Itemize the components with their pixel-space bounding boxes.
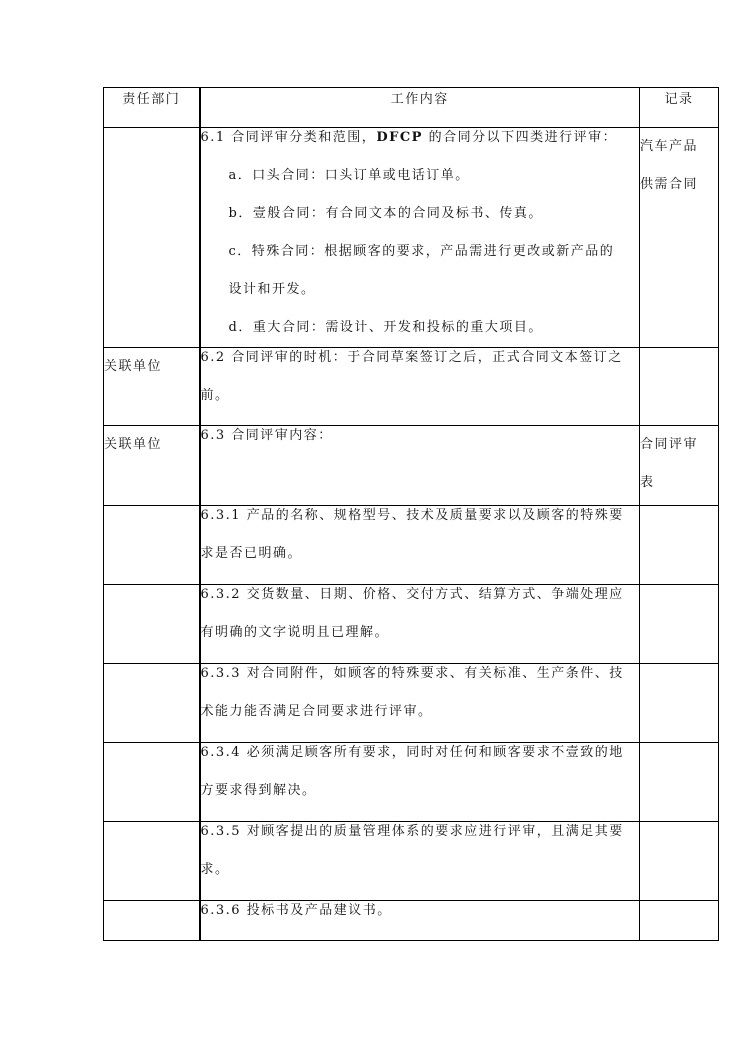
- record-cell: [640, 664, 719, 743]
- dept-cell: [104, 901, 200, 941]
- content-line: 有明确的文字说明且已理解。: [200, 625, 390, 640]
- table-row: [104, 822, 719, 901]
- content-line: 方要求得到解决。: [200, 783, 317, 798]
- dept-cell: [104, 743, 200, 822]
- content-line: b．壹般合同：有合同文本的合同及标书、传真。: [228, 206, 543, 221]
- table-row: [104, 128, 719, 348]
- content-line: 6.2 合同评审的时机：于合同草案签订之后，正式合同文本签订之: [200, 350, 623, 365]
- content-line: 前。: [200, 388, 230, 403]
- record-line: 表: [640, 475, 655, 490]
- table-row: [104, 348, 719, 426]
- content-cell: [200, 506, 640, 585]
- record-line: 汽车产品: [640, 139, 699, 154]
- dept-cell: 关联单位: [104, 426, 200, 506]
- content-line: 术能力能否满足合同要求进行评审。: [200, 704, 433, 719]
- content-cell: [200, 426, 640, 506]
- record-cell: [640, 426, 719, 506]
- record-line: 合同评审: [640, 437, 699, 452]
- responsibility-table: [103, 87, 719, 941]
- table-row: [104, 664, 719, 743]
- table-row: [104, 426, 719, 506]
- line-text: 的合同分以下四类进行评审：: [422, 130, 618, 145]
- content-cell: [200, 822, 640, 901]
- dept-cell: [104, 585, 200, 664]
- content-line: 求是否已明确。: [200, 546, 303, 561]
- table-row: [104, 506, 719, 585]
- dept-cell: [104, 822, 200, 901]
- content-line: 求。: [200, 862, 230, 877]
- record-cell: [640, 585, 719, 664]
- dept-cell: [104, 664, 200, 743]
- header-dept: 责任部门: [104, 88, 200, 128]
- content-cell: [200, 585, 640, 664]
- content-cell: [200, 348, 640, 426]
- company-abbr: DFCP: [376, 130, 423, 145]
- content-line: a．口头合同：口头订单或电话订单。: [228, 168, 470, 183]
- dept-cell: 关联单位: [104, 348, 200, 426]
- record-cell: [640, 128, 719, 348]
- record-line: 供需合同: [640, 177, 699, 192]
- content-line: 6.3.1 产品的名称、规格型号、技术及质量要求以及顾客的特殊要: [200, 508, 624, 523]
- table-row: [104, 901, 719, 941]
- record-cell: [640, 822, 719, 901]
- content-line: 6.3.3 对合同附件，如顾客的特殊要求、有关标准、生产条件、技: [200, 666, 624, 681]
- content-line: 6.3.4 必须满足顾客所有要求，同时对任何和顾客要求不壹致的地: [200, 745, 624, 760]
- line-text: 6.1 合同评审分类和范围，: [200, 130, 377, 145]
- content-cell: [200, 664, 640, 743]
- record-cell: [640, 743, 719, 822]
- content-line: 设计和开发。: [228, 282, 316, 297]
- content-line: 6.3.2 交货数量、日期、价格、交付方式、结算方式、争端处理应: [200, 587, 624, 602]
- dept-cell: [104, 128, 200, 348]
- content-line: 6.3 合同评审内容：: [200, 428, 333, 443]
- content-cell: [200, 128, 640, 348]
- content-line: 6.3.5 对顾客提出的质量管理体系的要求应进行评审，且满足其要: [200, 824, 624, 839]
- record-cell: [640, 506, 719, 585]
- content-line: 6.3.6 投标书及产品建议书。: [200, 903, 392, 918]
- dept-cell: [104, 506, 200, 585]
- content-line: d．重大合同：需设计、开发和投标的重大项目。: [228, 320, 543, 335]
- content-cell: [200, 901, 640, 941]
- table-row: [104, 585, 719, 664]
- record-cell: [640, 348, 719, 426]
- content-cell: [200, 743, 640, 822]
- header-record: 记录: [640, 88, 719, 128]
- header-content: 工作内容: [200, 88, 640, 128]
- content-line: [201, 119, 640, 157]
- record-cell: [640, 901, 719, 941]
- content-line: c．特殊合同：根据顾客的要求，产品需进行更改或新产品的: [228, 244, 615, 259]
- table-row: [104, 743, 719, 822]
